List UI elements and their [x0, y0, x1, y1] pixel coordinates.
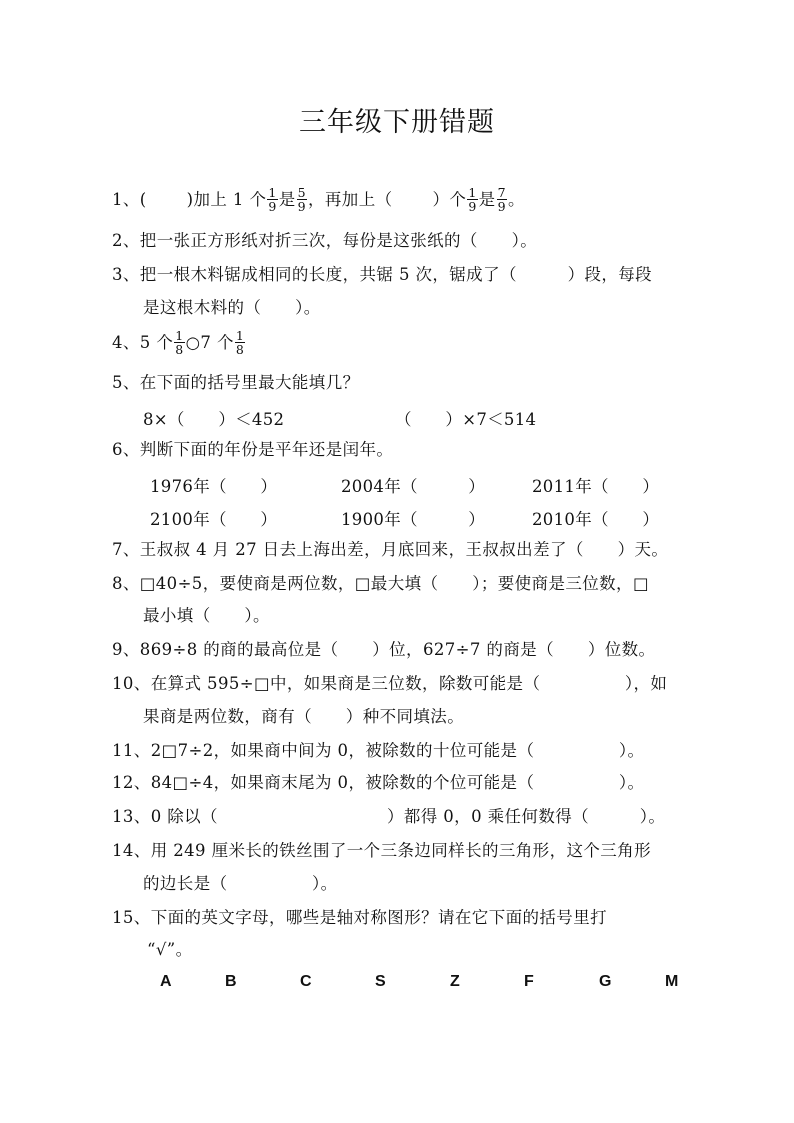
fraction — [174, 329, 184, 356]
fraction-numerator: 1 — [468, 185, 477, 200]
fraction-denominator: 8 — [235, 342, 245, 357]
question-13: 13、0 除以（ ）都得 0，0 乘任何数得（ ）。 — [112, 807, 666, 826]
q1-text-1: )加上 1 个 — [186, 190, 267, 209]
q6-year: 1900年（ ） — [341, 510, 485, 529]
q6-year: 1976年（ ） — [150, 477, 278, 496]
q4-text-1: 4、5 个 — [112, 333, 174, 352]
question-5: 5、在下面的括号里最大能填几？ — [112, 373, 360, 392]
q4-text-2: ○7 个 — [185, 333, 234, 352]
question-9: 9、869÷8 的商的最高位是（ ）位，627÷7 的商是（ ）位数。 — [112, 640, 656, 659]
question-8: 8、□40÷5，要使商是两位数，□最大填（ ）；要使商是三位数，□ — [112, 574, 649, 593]
fraction-numerator: 1 — [175, 328, 184, 343]
letter-a: A — [160, 973, 172, 990]
q1-text-3: ）个 — [432, 190, 467, 209]
question-11: 11、2□7÷2，如果商中间为 0，被除数的十位可能是（ ）。 — [112, 741, 645, 760]
q6-year: 2010年（ ） — [532, 510, 660, 529]
fraction — [267, 186, 277, 213]
question-15-continued: “√”。 — [147, 940, 193, 959]
fraction — [297, 186, 307, 213]
fraction — [235, 329, 245, 356]
question-8-continued: 最小填（ ）。 — [143, 606, 270, 625]
letter-m: M — [665, 973, 679, 990]
q1-is: 是 — [278, 190, 296, 209]
fraction-denominator: 8 — [175, 342, 184, 357]
q1-is: 是 — [478, 190, 496, 209]
question-14-continued: 的边长是（ ）。 — [143, 874, 338, 893]
question-10-continued: 果商是两位数，商有（ ）种不同填法。 — [143, 707, 465, 726]
letter-g: G — [599, 973, 612, 990]
q1-end: 。 — [507, 190, 525, 209]
letter-z: Z — [450, 973, 460, 990]
fraction-numerator: 1 — [268, 185, 277, 200]
q5-expression-a: 8×（ ）＜452 — [143, 410, 285, 429]
q6-year: 2011年（ ） — [532, 477, 660, 496]
fraction-numerator: 1 — [235, 328, 245, 343]
q1-text-2: ，再加上（ — [308, 190, 393, 209]
question-4 — [112, 330, 246, 357]
fraction-numerator: 7 — [497, 185, 506, 200]
question-12: 12、84□÷4，如果商末尾为 0，被除数的个位可能是（ ）。 — [112, 773, 645, 792]
fraction — [497, 186, 507, 213]
question-7: 7、王叔叔 4 月 27 日去上海出差，月底回来，王叔叔出差了（ ）天。 — [112, 540, 669, 559]
fraction-numerator: 5 — [297, 185, 306, 200]
letter-c: C — [300, 973, 312, 990]
question-3: 3、把一根木料锯成相同的长度，共锯 5 次，锯成了（ ）段，每段 — [112, 265, 653, 284]
q6-year: 2004年（ ） — [341, 477, 485, 496]
question-6: 6、判断下面的年份是平年还是闰年。 — [112, 440, 394, 459]
question-2: 2、把一张正方形纸对折三次，每份是这张纸的（ ）。 — [112, 231, 538, 250]
question-15: 15、下面的英文字母，哪些是轴对称图形？请在它下面的括号里打 — [112, 908, 607, 927]
question-1 — [112, 187, 525, 214]
q6-year: 2100年（ ） — [150, 510, 278, 529]
question-10: 10、在算式 595÷□中，如果商是三位数，除数可能是（ ），如 — [112, 674, 668, 693]
question-3-continued: 是这根木料的（ ）。 — [143, 298, 321, 317]
q1-prefix: 1、( — [112, 190, 147, 209]
fraction-denominator: 9 — [268, 199, 277, 214]
page-title: 三年级下册错题 — [299, 107, 495, 138]
fraction-denominator: 9 — [497, 199, 506, 214]
fraction-denominator: 9 — [297, 199, 306, 214]
question-14: 14、用 249 厘米长的铁丝围了一个三条边同样长的三角形，这个三角形 — [112, 841, 651, 860]
fraction-denominator: 9 — [468, 199, 477, 214]
letter-f: F — [524, 973, 534, 990]
fraction — [467, 186, 477, 213]
q5-expression-b: （ ）×7＜514 — [395, 410, 537, 429]
letter-s: S — [375, 973, 386, 990]
letter-b: B — [225, 973, 237, 990]
